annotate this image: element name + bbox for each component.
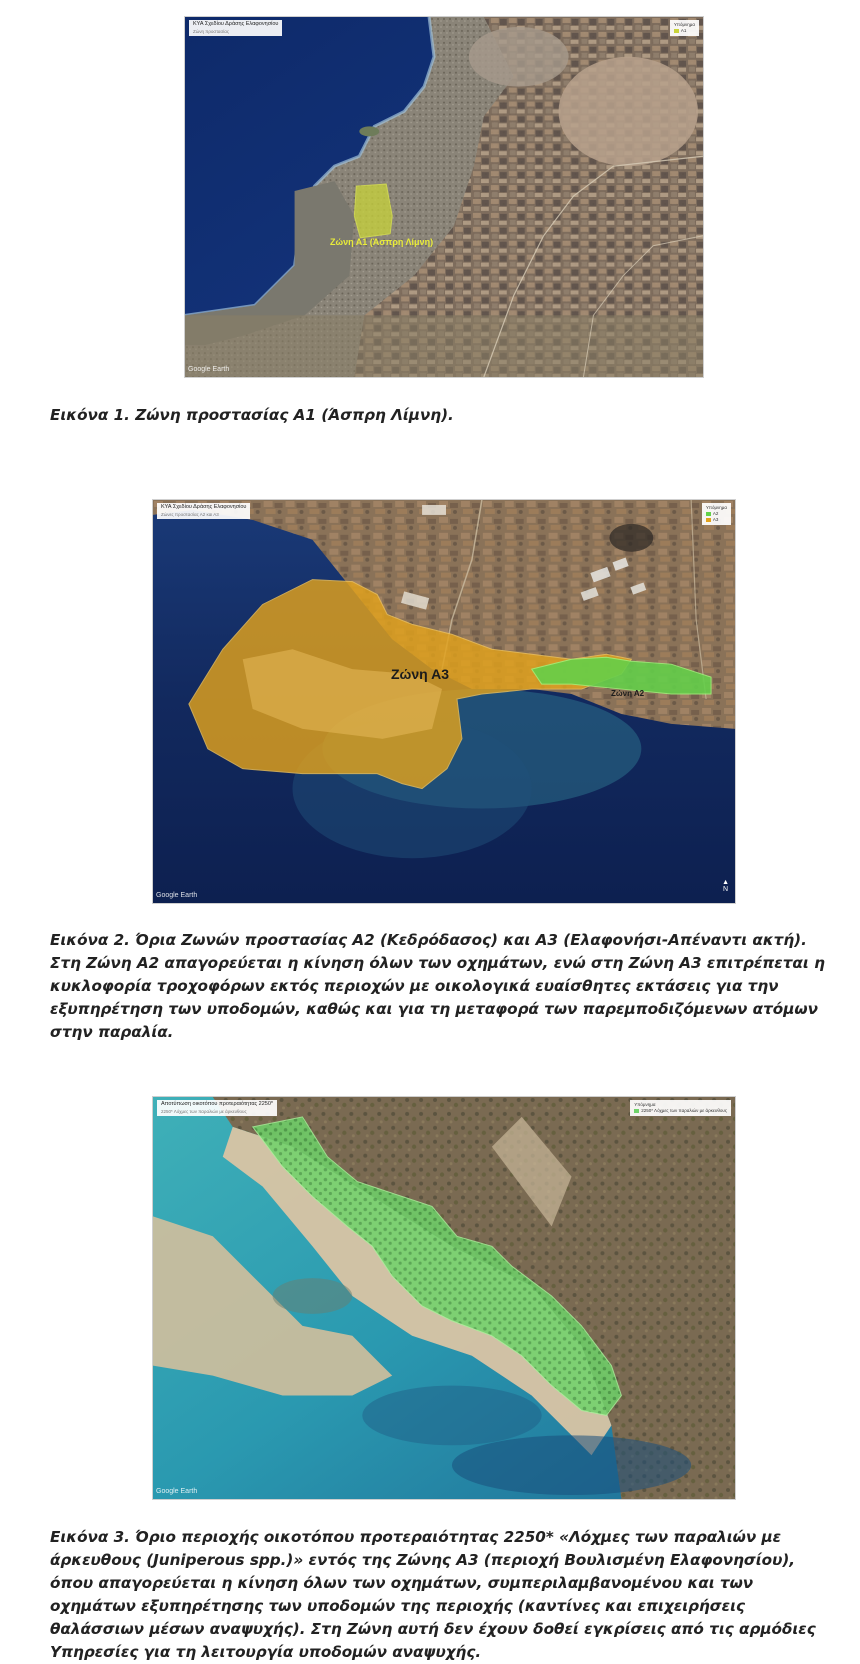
figure-1-legend: Υπόμνημα Α1	[670, 20, 699, 36]
zone-a1-label: Ζώνη Α1 (Άσπρη Λίμνη)	[330, 237, 434, 247]
figure-1-map	[184, 16, 704, 378]
zone-a3-label: Ζώνη Α3	[391, 666, 449, 682]
figure-3-inset-title: Αποτύπωση οικοτόπου προτεραιότητας 2250* 2250* Λόχμες των παραλιών με άρκευθους	[157, 1100, 277, 1116]
figure-2-satellite-image	[153, 500, 735, 903]
figure-3-satellite-image	[153, 1097, 735, 1499]
figure-1-caption: Εικόνα 1. Ζώνη προστασίας Α1 (Άσπρη Λίμνη).	[50, 406, 454, 424]
figure-1-inset-title: ΚΥΑ Σχεδίου Δράσης Ελαφονησίου Ζώνη προστασίας	[189, 20, 282, 36]
zone-a2-label: Ζώνη Α2	[611, 689, 645, 698]
figure-2-legend: Υπόμνημα Α2 Α3	[702, 503, 731, 525]
google-earth-watermark: Google Earth	[188, 366, 230, 373]
figure-2-inset-title: ΚΥΑ Σχεδίου Δράσης Ελαφονησίου Ζώνες προστασίας Α2 και Α3	[157, 503, 250, 519]
figure-2-caption: Εικόνα 2. Όρια Ζωνών προστασίας Α2 (Κεδρόδασος) και Α3 (Ελαφονήσι-Απέναντι ακτή). Στη Ζώνη Α2 απαγορεύεται η κίνηση όλων των οχημάτων, ενώ στη Ζώνη Α3 επιτρέπεται η κυκλοφορία τροχοφόρων εκτός περιοχών με οικολογικά ευαίσθητες εκτάσεις για την εξυπηρέτηση των υποδομών, καθώς και για τη μεταφορά των παρεμποδιζόμενων ατόμων στην παραλία.	[50, 931, 825, 1041]
figure-3-map	[152, 1096, 736, 1500]
google-earth-watermark: Google Earth	[156, 892, 198, 899]
figure-3-caption: Εικόνα 3. Όριο περιοχής οικοτόπου προτεραιότητας 2250* «Λόχμες των παραλιών με άρκευθους (Juniperous spp.)» εντός της Ζώνης Α3 (περιοχή Βουλισμένη Ελαφονησίου), όπου απαγορεύεται η κίνηση όλων των οχημάτων, συμπεριλαμβανομένου και των οχημάτων εξυπηρέτησης των υποδομών της περιοχής (καντίνες και επιχειρήσεις θαλάσσιων μέσων αναψυχής). Στη Ζώνη αυτή δεν έχουν δοθεί εγκρίσεις από τις αρμόδιες Υπηρεσίες για τη λειτουργία υποδομών αναψυχής.	[50, 1528, 816, 1661]
figure-2-map	[152, 499, 736, 904]
figure-3-legend: Υπόμνημα 2250* Λόχμες των παραλιών με άρκευθους	[630, 1100, 731, 1116]
figure-1-satellite-image	[185, 17, 703, 377]
north-arrow-icon: ▲ N	[722, 879, 729, 893]
google-earth-watermark: Google Earth	[156, 1488, 198, 1495]
